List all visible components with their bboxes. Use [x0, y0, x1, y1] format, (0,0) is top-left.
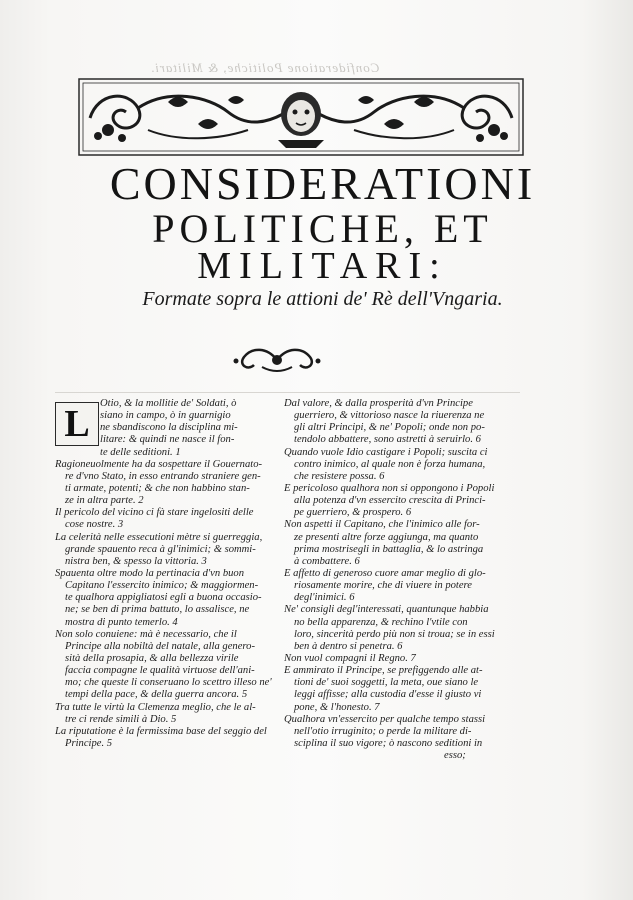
text-line: mo; che queste li conseruano lo scettro illeso ne' — [65, 677, 272, 689]
text-line: tioni de' suoi soggetti, la meta, oue siano le — [294, 677, 479, 689]
text-line: te delle seditioni. 1 — [100, 446, 181, 458]
text-line: sciplina il suo vigore; ò nascono seditioni in — [294, 737, 483, 749]
text-line: siano in campo, ò in guarnigio — [100, 410, 231, 422]
text-line: mostra di punto temerlo. 4 — [65, 616, 178, 628]
text-line: tendolo abbattere, sono astretti à seruirlo. 6 — [294, 434, 481, 446]
page-title-line-1: CONSIDERATIONI — [109, 158, 536, 209]
text-line: La riputatione è la fermissima base del seggio del — [55, 725, 267, 737]
text-line: contro inimico, al quale non è forza humana, — [294, 458, 486, 470]
text-line: Ne' consigli degl'interessati, quantunque habbia — [284, 604, 489, 616]
text-line: tempi della pace, & della guerra ancora. 5 — [65, 689, 248, 701]
text-line: Non solo conuiene: mà è necessario, che il — [55, 628, 237, 640]
text-line: no bella apparenza, & rechino l'vtile con — [294, 616, 468, 628]
text-line: tre ci rende simili à Dio. 5 — [65, 713, 177, 725]
text-line: riosamente morire, che di viuere in potere — [294, 580, 472, 592]
text-line: ben à dentro si penetra. 6 — [294, 640, 403, 652]
header-ornament-icon — [78, 78, 524, 156]
text-line: Non vuol compagni il Regno. 7 — [284, 652, 416, 664]
text-line: E affetto di generoso cuore amar meglio di glo- — [284, 567, 486, 579]
text-line: Quando vuole Idio castigare i Popoli; suscita ci — [284, 446, 488, 458]
text-line: La celerità nelle essecutioni mètre si guerreggia, — [55, 531, 263, 543]
text-line: Non aspetti il Capitano, che l'inimico alle for- — [284, 519, 480, 531]
text-line: Capitano l'essercito inimico; & maggiormen- — [65, 580, 259, 592]
text-line: E ammirato il Principe, se prefiggendo alle at- — [284, 665, 483, 677]
text-line: Spauenta oltre modo la pertinacia d'vn buon — [55, 567, 245, 579]
text-line: ne; se ben di prima battuto, lo assalisce, ne — [65, 604, 250, 616]
text-line: pone, & l'honesto. 7 — [294, 701, 380, 713]
text-line: ze presenti altre forze aggiunga, ma quanto — [294, 531, 479, 543]
text-line: ne sbandiscono la disciplina mi- — [100, 422, 238, 434]
section-divider — [55, 392, 520, 393]
page-title-line-2: POLITICHE, ET — [152, 206, 493, 251]
text-line: esso; — [444, 750, 466, 762]
text-line: cose nostre. 3 — [65, 519, 124, 531]
text-line: Principe. 5 — [65, 737, 113, 749]
fleuron-ornament-icon — [232, 345, 322, 375]
text-line: leggi affisse; alla custodia d'esse il giusto vi — [294, 689, 482, 701]
text-line: Il pericolo del vicino ci fà stare ingelositi delle — [55, 507, 254, 519]
right-text-column — [284, 398, 514, 762]
text-line: Otio, & la mollitie de' Soldati, ò — [100, 398, 237, 409]
text-line: litare: & quindi ne nasce il fon- — [100, 434, 235, 446]
text-line: ze in altra parte. 2 — [65, 495, 144, 507]
text-line: nell'otio irruginito; o perde la militare di- — [294, 725, 472, 737]
left-text-column — [55, 398, 279, 750]
text-line: re d'vno Stato, in esso entrando straniere gen- — [65, 470, 261, 482]
page-title-line-3: MILITARI: — [197, 245, 448, 287]
page-subtitle: Formate sopra le attioni de' Rè dell'Vngaria. — [142, 288, 503, 310]
text-line: guerriero, & vittorioso nasce la riuerenza ne — [294, 410, 485, 422]
text-line: faccia compagne le qualità virtuose dell'ani- — [65, 665, 255, 677]
text-line: degl'inimici. 6 — [294, 592, 355, 604]
dropcap-letter: L — [64, 403, 90, 445]
text-line: ti armate, potenti; & che non habbino stan- — [65, 482, 250, 494]
text-line: sità della prosapia, & alla bellezza virile — [65, 652, 239, 664]
text-line: pe guerriero, & prospero. 6 — [294, 507, 412, 519]
text-line: che resistere possa. 6 — [294, 470, 385, 482]
text-line: te qualhora appigliatosi egli a buona occasio- — [65, 592, 262, 604]
text-line: alla potenza d'vn essercito crescita di Princi- — [294, 495, 486, 507]
text-line: loro, sincerità perdo più non si troua; se in essi — [294, 628, 495, 640]
text-line: Qualhora vn'essercito per qualche tempo stassi — [284, 713, 486, 725]
bleed-through-running-head: Confideratione Politiche, & Militari. — [150, 60, 380, 75]
text-line: nistra ben, & spesso la vittoria. 3 — [65, 555, 207, 567]
text-line: E pericoloso qualhora non si oppongono i Popoli — [284, 482, 495, 494]
text-line: à combattere. 6 — [294, 555, 360, 567]
text-line: Dal valore, & dalla prosperità d'vn Principe — [284, 398, 473, 409]
text-line: Ragioneuolmente ha da sospettare il Gouernato- — [55, 458, 263, 470]
text-line: grande spauento reca à gl'inimici; & sommi- — [65, 543, 256, 555]
text-line: prima mostrisegli in battaglia, & lo astringa — [294, 543, 484, 555]
text-line: Principe alla nobiltà del natale, alla genero- — [65, 640, 255, 652]
text-line: Tra tutte le virtù la Clemenza meglio, che le al- — [55, 701, 256, 713]
text-line: gli altri Principi, & ne' Popoli; onde non po- — [294, 422, 485, 434]
